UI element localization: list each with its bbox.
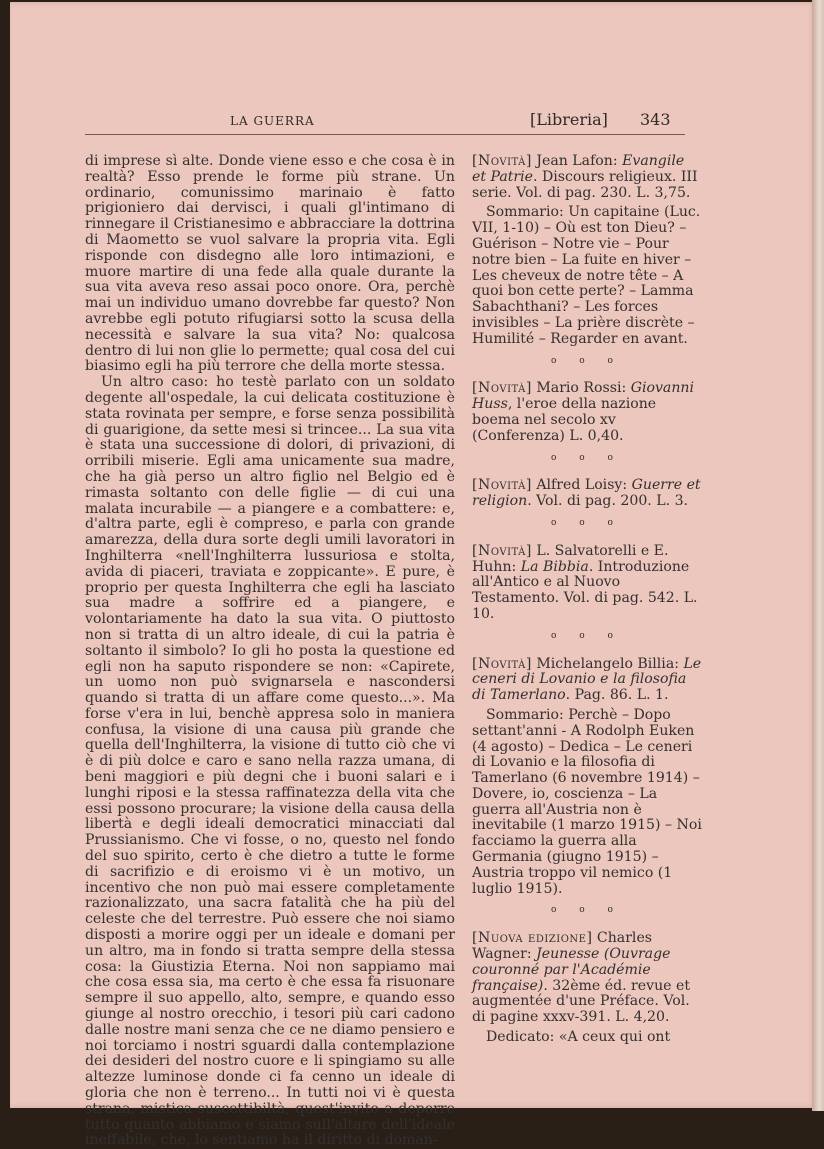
entry-author: Michelangelo Billia: (531, 655, 684, 672)
book-entry (472, 478, 702, 531)
paragraph: di imprese sì alte. Donde viene esso e che cosa è in realtà? Esso prende le forme più strane. Un ordinario, comunissimo marinaio è fatto prigioniero dai dervisci, i quali gl'intimano di rinnegare il Cristianesimo e abbracciare la dottrina di Maometto se vuol salvare la propria vita. Egli risponde con disdegno alle loro intimazioni, e muore martire di una fede alla quale durante la sua vita aveva reso assai poco onore. Ora, perchè mai un individuo umano dovrebbe far questo? Non avrebbe egli potuto rifugiarsi sotto la scusa della necessità e salvare la sua vita? No: qualcosa dentro di lui non glie lo permette; qual cosa del cui biasimo egli ha più terrore che della morte stessa. (85, 153, 455, 375)
entry-author: Mario Rossi: (531, 380, 631, 397)
separator-ornament: o o o (551, 905, 623, 916)
entry-title: Jeunesse (Ouvrage couronné par l'Académie française) (472, 946, 671, 994)
running-header (10, 110, 816, 140)
entry-title: Evangile et Patrie (472, 153, 685, 185)
entry-tag: [Novità] (472, 542, 532, 559)
entry-details: . Vol. di pag. 200. L. 3. (527, 493, 689, 510)
separator-ornament: o o o (551, 630, 623, 641)
left-column (85, 154, 455, 1149)
page-number: 343 (640, 110, 671, 129)
entry-summary: Dedicato: «A ceux qui ont (486, 1029, 671, 1046)
book-page (10, 2, 816, 1149)
entry-author: L. Salvatorelli e E. Huhn: (472, 542, 669, 575)
entry-title: Le ceneri di Lovanio e la filosofia di Tamerlano (472, 655, 702, 704)
book-entry (472, 544, 702, 645)
entry-title: Guerre et religion (472, 477, 701, 510)
entry-summary: Sommario: Perchè – Dopo settant'anni - A Rodolph Euken (4 agosto) – Dedica – Le ceneri di Lovanio e la filosofia di Tamerlano (6 novembre 1914) – Dovere, io, coscienza – La guerra all'Austria non è inevitabile (1 marzo 1915) – Noi facciamo la guerra alla Germania (giugno 1915) – Austria troppo vil nemico (1 luglio 1915). (472, 706, 702, 897)
entry-tag: [Novità] (472, 655, 532, 672)
entry-title: Giovanni Huss (472, 380, 694, 413)
paragraph: Un altro caso: ho testè parlato con un soldato degente all'ospedale, la cui delicata costituzione è stata rovinata per sempre, e forse senza possibilità di guarigione, da sette mesi si trincee... La sua vita è stata una successione di dolori, di privazioni, di orribili miserie. Egli ama unicamente sua madre, che ha già perso un altro figlio nel Belgio ed è rimasta soltanto con delle figlie — di cui una malata incurabile — a piangere e a combattere: e, d'altra parte, egli è compreso, e parla con grande amarezza, della dura sorte degli umili lavoratori in Inghilterra «nell'Inghilterra lussuriosa e stolta, avida di piaceri, traviata e zoppicante». E pure, è proprio per questa Inghilterra che egli ha lasciato sua madre a soffrire ed a piangere, e volontariamente ha dato la sua vita. O piuttosto non si tratta di un altro ideale, di cui la patria è soltanto il simbolo? Io gli ho posta la questione ed egli non ha saputo rispondere se non: «Capirete, un uomo non può svignarsela e nascondersi quando si tratta di un affare come questo...». Ma forse v'era in lui, benchè appresa solo in maniera confusa, la visione di una causa più grande che quella dell'Inghilterra, la visione di tutto ciò che vi è di più dolce e caro e sano nella razza umana, di beni maggiori e più degni che i buoni salari e i lunghi riposi e la stessa raffinatezza della vita che essi possono procurare; la visione della causa della libertà e degli ideali democratici minacciati dal Prussianismo. Che vi fosse, o no, questo nel fondo del suo spirito, certo è che dietro a tutte le forme di sacrifizio e di eroismo vi è un motivo, un incentivo che non può mai essere completamente razionalizzato, una sacra fatalità che ha più del celeste che del terrestre. Può essere che noi siamo disposti a morire oggi per un ideale e domani per un altro, ma in fondo si tratta sempre della stessa cosa: la Giustizia Eterna. Noi non sappiamo mai che cosa essa sia, ma certo è che essa fa risuonare sempre il suo appello, alto, sempre, e quando esso giunge al nostro orecchio, i tesori più cari cadono dalle nostre mani senza che ce ne diamo pensiero e noi torciamo i nostri sguardi dalla contemplazione dei desideri del nostro cuore e li spingiamo su alle altezze luminose donde ci fa cenno un ideale di gloria che non è terreno... In tutti noi vi è questa strana, mistica suscettibiltà, quest'invito a deporre tutto quanto abbiamo e siamo sull'altare dell'ideale ineffabile, che, lo sentiamo ha il diritto di doman- (85, 374, 455, 1149)
page-edge (812, 0, 824, 1111)
entry-tag: [Novità] (472, 380, 532, 397)
running-title: LA GUERRA (230, 114, 315, 128)
entry-summary: Sommario: Un capitaine (Luc. VII, 1-10) – Où est ton Dieu? – Guérison – Notre vie – Pour notre bien – La fuite en hiver – Les cheveux de notre tête – A quoi bon cette perte? – Lamma Sabachthani? – Les forces invisibles – La prière discrète – Humilité – Regarder en avant. (472, 204, 701, 347)
entry-tag: [Nuova edizione] (472, 930, 593, 947)
entry-author: Alfred Loisy: (531, 477, 632, 494)
book-entry (472, 154, 702, 369)
entry-title: La Bibbia (520, 558, 589, 575)
separator-ornament: o o o (551, 452, 623, 463)
entry-details: . 32ème éd. revue et augmentée d'une Préface. Vol. di pagine xxxv-391. L. 4,20. (472, 977, 690, 1026)
entry-tag: [Novità] (472, 477, 532, 494)
entry-details: . Pag. 86. L. 1. (565, 687, 669, 704)
right-column (472, 154, 702, 1046)
entry-author: Jean Lafon: (531, 153, 623, 169)
entry-details: , l'eroe della nazione boema nel secolo xv (Conferenza) L. 0,40. (472, 396, 657, 444)
separator-ornament: o o o (551, 355, 623, 366)
entry-details: . Discours religieux. III serie. Vol. di pag. 230. L. 3,75. (472, 168, 698, 201)
book-entry (472, 381, 702, 466)
section-label: [Libreria] (530, 110, 608, 129)
book-entry (472, 657, 702, 920)
book-entry (472, 931, 702, 1046)
entry-details: . Introduzione all'Antico e al Nuovo Testamento. Vol. di pag. 542. L. 10. (472, 558, 698, 622)
header-rule (85, 134, 685, 135)
separator-ornament: o o o (551, 517, 623, 528)
entry-author: Charles Wagner: (472, 930, 653, 963)
entry-tag: [Novità] (472, 153, 532, 169)
